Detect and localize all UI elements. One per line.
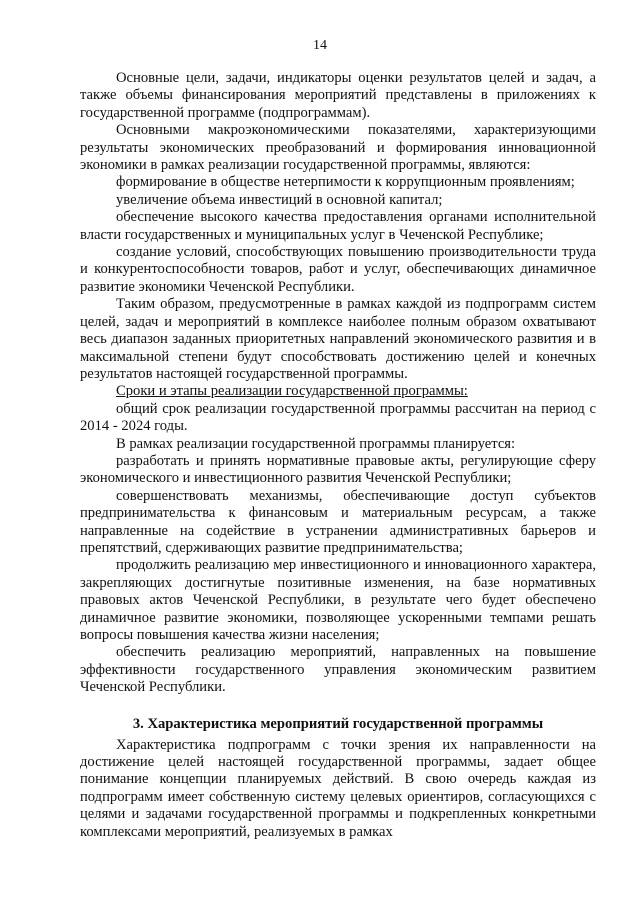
- list-item-productivity: создание условий, способствующих повышению производительности труда и конкурентоспособности товаров, работ и услуг, обеспечивающих динамичное развитие экономики Чеченской Республики.: [80, 244, 596, 295]
- paragraph-goals: Основные цели, задачи, индикаторы оценки результатов целей и задач, а также объемы финансирования мероприятий представлены в приложениях к государственной программе (подпрограммам).: [80, 70, 596, 121]
- list-item-business-access: совершенствовать механизмы, обеспечивающие доступ субъектов предпринимательства к финансовым и материальным ресурсам, а также направленные на содействие в устранении административных барьеров и препятствий, сдерживающих развитие предпринимательства;: [80, 487, 596, 556]
- list-item-investment: увеличение объема инвестиций в основной капитал;: [116, 191, 443, 208]
- paragraph-period: общий срок реализации государственной программы рассчитан на период с 2014 - 2024 годы.: [80, 400, 596, 435]
- list-item-public-services: обеспечение высокого качества предоставления органами исполнительной власти государственных и муниципальных услуг в Чеченской Республике;: [80, 209, 596, 243]
- list-item-investment-measures: продолжить реализацию мер инвестиционного и инновационного характера, закрепляющих достигнутые позитивные изменения, на базе нормативных правовых актов Чеченской Республики, в результате чего будет обеспечено динамичное развитие экономики, позволяющее ускоренными темпами решать вопросы повышения качества жизни населения;: [80, 557, 596, 643]
- list-item-legal-acts: разработать и принять нормативные правовые акты, регулирующие сферу экономического и инвестиционного развития Чеченской Республики;: [80, 452, 596, 487]
- paragraph-planned-intro: В рамках реализации государственной программы планируется:: [116, 435, 516, 452]
- page-number: 14: [313, 38, 327, 53]
- paragraph-indicators-intro: Основными макроэкономическими показателями, характеризующими результаты экономических преобразований и формирования инновационной экономики в рамках реализации государственной программы, являются:: [80, 122, 596, 174]
- document-body: [80, 70, 596, 841]
- list-item-governance: обеспечить реализацию мероприятий, направленных на повышение эффективности государственного управления экономическим развитием Чеченской Республики.: [80, 644, 596, 696]
- section-heading: 3. Характеристика мероприятий государственной программы: [132, 715, 544, 732]
- section-paragraph: Характеристика подпрограмм с точки зрения их направленности на достижение целей настоящей государственной программы, задает общее понимание концепции планируемых действий. В свою очередь каждая из подпрограмм имеет собственную систему целевых ориентиров, согласующихся с целями и задачами государственной программы и подкрепленных конкретными комплексами мероприятий, реализуемых в рамках: [80, 736, 596, 840]
- terms-heading-paragraph: [80, 383, 596, 400]
- paragraph-conclusion: Таким образом, предусмотренные в рамках каждой из подпрограмм систем целей, задач и мероприятий в комплексе наиболее полным образом охватывают весь диапазон заданных приоритетных направлений экономического развития и в максимальной степени будут способствовать достижению целей и конечных результатов настоящей государственной программы.: [80, 296, 596, 382]
- terms-heading: Сроки и этапы реализации государственной программы:: [116, 383, 468, 400]
- list-item-anticorruption: формирование в обществе нетерпимости к коррупционным проявлениям;: [116, 174, 575, 191]
